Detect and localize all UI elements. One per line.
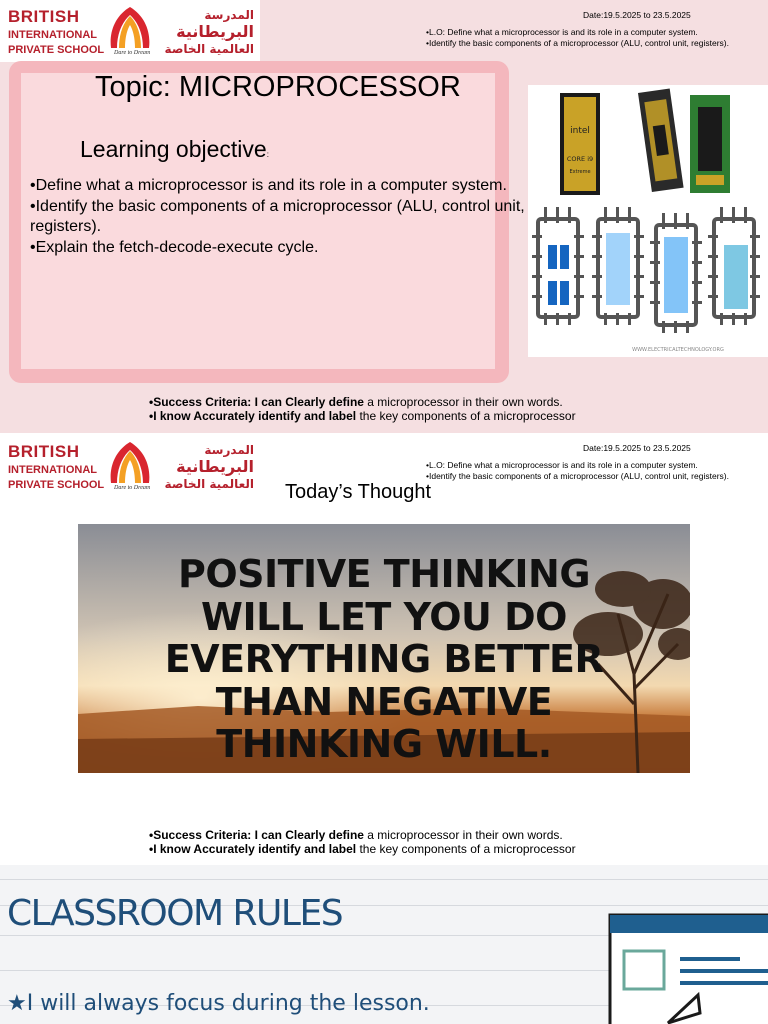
quote-image [78,524,690,773]
chip-illustration-icon [528,85,768,357]
lo-line-2: •Identify the basic components of a microprocessor (ALU, control unit, registers). [426,38,729,48]
date-range: Date:19.5.2025 to 23.5.2025 [583,443,691,453]
school-arabic-line-3: العالمية الخاصة [164,477,254,491]
school-motto: Dare to Dream [114,485,151,491]
lo-header [426,27,729,49]
school-logo [0,0,260,62]
school-arabic-line-1: المدرسة [204,8,254,22]
todays-thought-title: Today’s Thought [285,481,432,503]
learning-objective-colon: : [266,150,269,159]
success-criteria-line-2: •I know Accurately identify and label the key components of a microprocessor [149,842,576,856]
success-criteria-line-1: •Success Criteria: I can Clearly define a microprocessor in their own words. [149,395,563,409]
school-name-line-3: PRIVATE SCHOOL [8,479,105,491]
quote-line: EVERYTHING BETTER [164,637,604,681]
school-name-line-1: BRITISH [8,7,80,26]
success-criteria [149,828,576,856]
school-arabic-line-2: البريطانية [176,457,254,476]
microprocessor-chips-image [528,85,768,357]
school-name-line-2: INTERNATIONAL [8,29,98,41]
rule-item: ★I will always focus during the lesson. [7,991,430,1016]
classroom-rules-title: CLASSROOM RULES [7,893,343,934]
school-arabic-line-3: العالمية الخاصة [164,42,254,56]
school-name-line-1: BRITISH [8,442,80,461]
objective-item: •Define what a microprocessor is and its role in a computer system. [30,177,507,194]
quote-text [78,553,690,766]
whiteboard-icon [608,913,768,1024]
objective-item: •Explain the fetch-decode-execute cycle. [30,238,319,256]
lo-header [426,460,729,482]
lo-line-1: •L.O: Define what a microprocessor is and its role in a computer system. [426,27,698,37]
quote-line: POSITIVE THINKING [177,552,591,596]
divider [0,879,768,880]
school-arabic-line-2: البريطانية [176,22,254,41]
quote-line: THAN NEGATIVE [215,679,553,724]
school-logo [0,435,260,497]
learning-objective-heading [80,136,269,163]
chip-model: CORE i9 [566,155,594,163]
slide-classroom-rules [0,865,768,1024]
lo-line-2: •Identify the basic components of a microprocessor (ALU, control unit, registers). [426,471,729,481]
school-emblem-icon [105,4,155,52]
objective-list [30,176,530,258]
quote-line: THINKING WILL. [216,722,552,766]
lo-line-1: •L.O: Define what a microprocessor is and its role in a computer system. [426,460,698,470]
topic-title: Topic: MICROPROCESSOR [95,71,461,103]
image-watermark: WWW.ELECTRICALTECHNOLOGY.ORG [632,347,724,353]
school-motto: Dare to Dream [114,50,151,56]
school-arabic-line-1: المدرسة [204,443,254,457]
learning-objective-text: Learning objective [80,136,267,162]
date-range: Date:19.5.2025 to 23.5.2025 [583,10,691,20]
slide-todays-thought [0,433,768,865]
slide-microprocessor-topic [0,0,768,433]
objective-item: •Identify the basic components of a microprocessor (ALU, control unit, registers). [30,197,525,235]
quote-line: WILL LET YOU DO [201,594,567,639]
chip-brand: intel [570,126,590,136]
success-criteria [149,395,576,423]
chip-sub: Extreme [569,169,591,175]
success-criteria-line-1: •Success Criteria: I can Clearly define a microprocessor in their own words. [149,828,563,842]
school-name-line-3: PRIVATE SCHOOL [8,44,105,56]
success-criteria-line-2: •I know Accurately identify and label the key components of a microprocessor [149,409,576,423]
school-name-line-2: INTERNATIONAL [8,464,98,476]
school-emblem-icon [105,439,155,487]
